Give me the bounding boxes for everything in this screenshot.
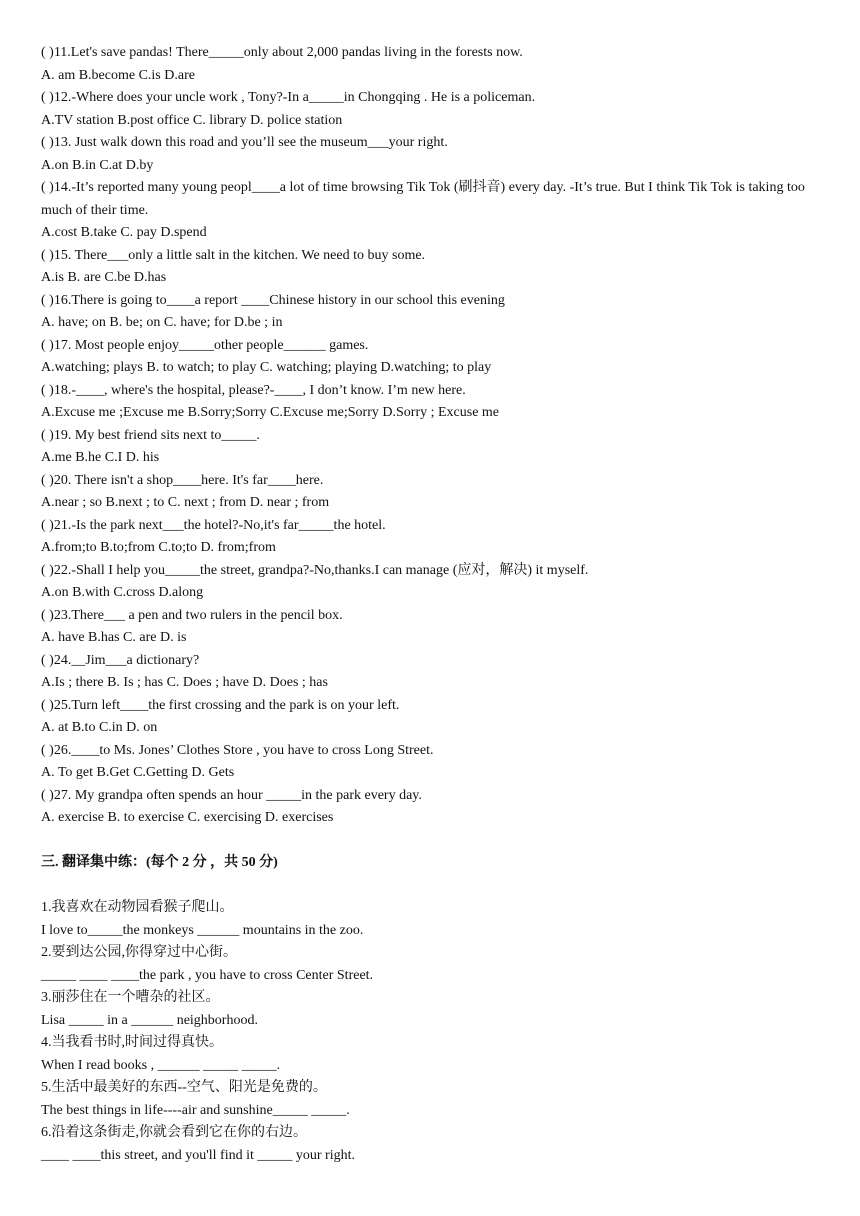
question-24-options: A.Is ; there B. Is ; has C. Does ; have D. Does ; has — [41, 675, 328, 690]
question-24-stem: ( )24.__Jim___a dictionary? — [41, 652, 200, 668]
question-11-stem: ( )11.Let's save pandas! There_____only about 2,000 pandas living in the forests now. — [41, 45, 523, 60]
question-18-stem: ( )18.-____, where's the hospital, please?-____, I don’t know. I’m new here. — [41, 382, 466, 398]
question-23-stem: ( )23.There___ a pen and two rulers in the pencil box. — [41, 607, 343, 623]
question-21-options: A.from;to B.to;from C.to;to D. from;from — [41, 540, 276, 555]
question-19-options: A.me B.he C.I D. his — [41, 450, 160, 465]
question-20-options: A.near ; so B.next ; to C. next ; from D. near ; from — [41, 495, 330, 510]
translation-3-english: Lisa _____ in a ______ neighborhood. — [41, 1012, 258, 1028]
translation-4-chinese: 4.当我看书时,时间过得真快。 — [41, 1035, 223, 1050]
question-26-options: A. To get B.Get C.Getting D. Gets — [41, 765, 235, 780]
question-25-options: A. at B.to C.in D. on — [41, 720, 158, 735]
question-12-options: A.TV station B.post office C. library D. police station — [41, 112, 343, 128]
translation-4-english: When I read books , ______ _____ _____. — [41, 1057, 281, 1073]
question-17-options: A.watching; plays B. to watch; to play C. watching; playing D.watching; to play — [41, 360, 492, 375]
question-12-stem: ( )12.-Where does your uncle work , Tony?-In a_____in Chongqing . He is a policeman. — [41, 90, 536, 105]
section-3-heading: 三. 翻译集中练：(每个 2 分 ，共 50 分) — [41, 855, 278, 870]
question-21-stem: ( )21.-Is the park next___the hotel?-No,it's far_____the hotel. — [41, 517, 386, 533]
question-27-options: A. exercise B. to exercise C. exercising D. exercises — [41, 810, 334, 825]
question-17-stem: ( )17. Most people enjoy_____other people______ games. — [41, 337, 369, 353]
question-14-stem: ( )14.-It’s reported many young peopl____a lot of time browsing Tik Tok (刷抖音) every day. -It’s true. But I think Tik Tok is taking too much of their time. — [41, 180, 805, 218]
question-14-options: A.cost B.take C. pay D.spend — [41, 225, 207, 240]
question-16-stem: ( )16.There is going to____a report ____Chinese history in our school this evening — [41, 292, 505, 308]
question-11-options: A. am B.become C.is D.are — [41, 67, 195, 83]
translation-5-english: The best things in life----air and sunshine_____ _____. — [41, 1102, 350, 1118]
translation-6-english: ____ ____this street, and you'll find it _____ your right. — [41, 1147, 355, 1163]
question-13-stem: ( )13. Just walk down this road and you’ll see the museum___your right. — [41, 135, 448, 150]
question-13-options: A.on B.in C.at D.by — [41, 157, 154, 173]
translation-5-chinese: 5.生活中最美好的东西--空气、阳光是免费的。 — [41, 1080, 327, 1095]
question-15-stem: ( )15. There___only a little salt in the kitchen. We need to buy some. — [41, 247, 426, 263]
translation-2-english: _____ ____ ____the park , you have to cross Center Street. — [41, 967, 374, 983]
question-22-options: A.on B.with C.cross D.along — [41, 585, 204, 600]
question-15-options: A.is B. are C.be D.has — [41, 270, 167, 285]
translation-3-chinese: 3.丽莎住在一个嘈杂的社区。 — [41, 990, 220, 1005]
question-23-options: A. have B.has C. are D. is — [41, 630, 187, 645]
translation-1-english: I love to_____the monkeys ______ mountains in the zoo. — [41, 922, 364, 938]
question-16-options: A. have; on B. be; on C. have; for D.be ; in — [41, 315, 283, 330]
translation-1-chinese: 1.我喜欢在动物园看猴子爬山。 — [41, 900, 234, 915]
question-19-stem: ( )19. My best friend sits next to_____. — [41, 427, 260, 443]
question-26-stem: ( )26.____to Ms. Jones’ Clothes Store , you have to cross Long Street. — [41, 742, 434, 758]
question-18-options: A.Excuse me ;Excuse me B.Sorry;Sorry C.Excuse me;Sorry D.Sorry ; Excuse me — [41, 405, 500, 420]
question-20-stem: ( )20. There isn't a shop____here. It's far____here. — [41, 472, 324, 488]
translation-6-chinese: 6.沿着这条街走,你就会看到它在你的右边。 — [41, 1125, 307, 1140]
question-27-stem: ( )27. My grandpa often spends an hour _____in the park every day. — [41, 787, 422, 803]
translation-2-chinese: 2.要到达公园,你得穿过中心街。 — [41, 945, 237, 960]
question-22-stem: ( )22.-Shall I help you_____the street, grandpa?-No,thanks.I can manage (应对，解决) it myself. — [41, 562, 589, 578]
question-25-stem: ( )25.Turn left____the first crossing and the park is on your left. — [41, 697, 400, 713]
